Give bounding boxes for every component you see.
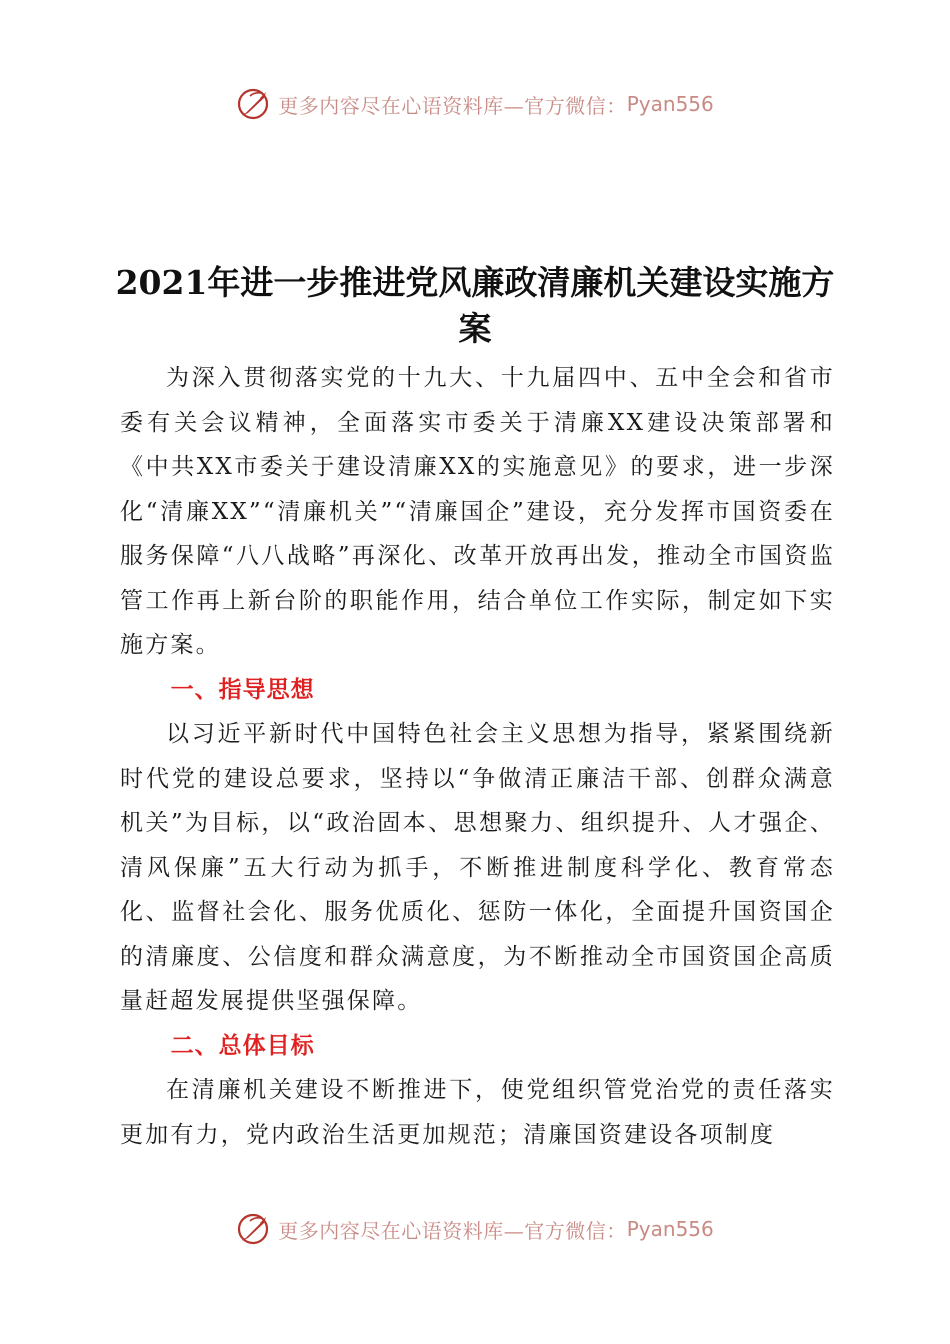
section-heading-overall-goal: 二、总体目标 xyxy=(170,1032,315,1059)
watermark-text: 更多内容尽在心语资料库—官方微信： xyxy=(278,93,627,118)
section-paragraph-overall-goal: 在清廉机关建设不断推进下，使党组织管党治党的责任落实更加有力，党内政治生活更加规范；清廉国资建设各项制度 xyxy=(120,1077,835,1148)
watermark-banner-top xyxy=(0,84,950,124)
section-heading-guiding-ideology: 一、指导思想 xyxy=(170,676,315,703)
watermark-banner-bottom xyxy=(0,1209,950,1249)
intro-paragraph: 为深入贯彻落实党的十九大、十九届四中、五中全会和省市委有关会议精神，全面落实市委关于清廉XX建设决策部署和《中共XX市委关于建设清廉XX的实施意见》的要求，进一步深化“清廉XX”“清廉机关”“清廉国企”建设，充分发挥市国资委在服务保障“八八战略”再深化、改革开放再出发，推动全市国资监管工作再上新台阶的职能作用，结合单位工作实际，制定如下实施方案。 xyxy=(120,365,835,658)
document-title: 2021年进一步推进党风廉政清廉机关建设实施方案 xyxy=(115,263,835,349)
section-paragraph-guiding-ideology: 以习近平新时代中国特色社会主义思想为指导，紧紧围绕新时代党的建设总要求，坚持以“争做清正廉洁干部、创群众满意机关”为目标，以“政治固本、思想聚力、组织提升、人才强企、清风保廉”五大行动为抓手，不断推进制度科学化、教育常态化、监督社会化、服务优质化、惩防一体化，全面提升国资国企的清廉度、公信度和群众满意度，为不断推动全市国资国企高质量赶超发展提供坚强保障。 xyxy=(120,721,835,1014)
watermark-text: 更多内容尽在心语资料库—官方微信： xyxy=(278,1218,627,1243)
quill-pen-logo-icon xyxy=(236,1211,272,1247)
quill-pen-logo-icon xyxy=(236,86,272,122)
watermark-wechat-id: Pyan556 xyxy=(626,1217,714,1241)
document-body xyxy=(120,356,835,1157)
watermark-wechat-id: Pyan556 xyxy=(626,92,714,116)
